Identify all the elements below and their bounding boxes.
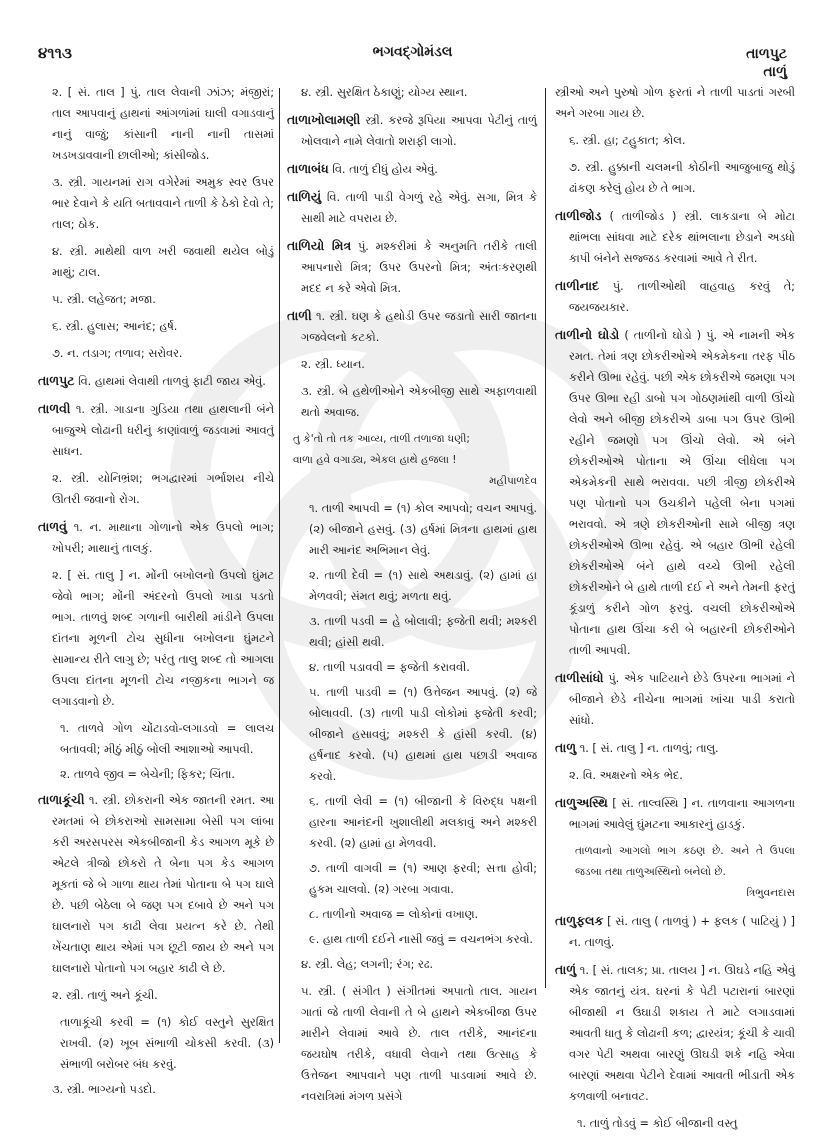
definition-text: પું. મશ્કરીમાં કે અનુમતિ તરીકે તાલી આપનારો મિત્ર; ઉપર ઉપરનો મિત્ર; અંતઃકરણથી મદદ ન કરે એવો મિત્ર. — [301, 240, 537, 295]
dictionary-entry — [555, 667, 795, 731]
definition-text: ૧. સ્ત્રી. ગાડાના ગુડિયા તથા હાથલાની બંને બાજુએ લોઢાની ધરીનું કાણાંવાળું જડવામાં આવતું સાધન. — [52, 403, 274, 458]
sense-definition: ૩. સ્ત્રી. ભાગ્યનો પડદો. — [52, 1083, 156, 1096]
dictionary-entry — [287, 158, 537, 180]
dictionary-entry — [555, 792, 795, 835]
headword: તાળીજોડ — [555, 208, 602, 223]
headword: તાળાખોલામણી — [287, 112, 361, 127]
quotation — [287, 429, 537, 471]
headword: તાળાબંધ — [287, 161, 329, 176]
headword: તાળીનાદ — [555, 278, 600, 293]
definition-text: ( તાળીજોડ ) સ્ત્રી. લાકડાના બે મોટા થાંભલા સાંધવા માટે દરેક થાંભલાના છેડાને અડધો કાપી બંનેને સજ્જડ કરવામાં આવે તે રીત. — [569, 210, 795, 265]
definition-text: [ સં. તાલ્વસ્થિ ] ન. તાળવાના આગળના ભાગમાં આવેલું ઘુંમટના આકારનું હાડકું. — [569, 797, 795, 831]
sense-definition: ૪. સ્ત્રી. લેહ; લગની; રંગ; રઢ. — [301, 958, 434, 971]
dictionary-entry — [38, 789, 274, 979]
definition-text: વિ. તાળું દીધું હોય એવું. — [328, 163, 438, 176]
sense-definition: ૭. સ્ત્રી. હુક્કાની ચલમની કોઠીની આજુબાજુ થોડું ઢાંકણ કરેલું હોય છે તે ભાગ. — [569, 161, 795, 195]
dictionary-entry — [38, 516, 274, 559]
sense-definition: ૫. સ્ત્રી. લહેજત; મજા. — [52, 293, 156, 306]
definition-text: વિ. તાળી પાડી વેગળું રહે એવું. સગા, મિત્ર કે સાથી માટે વપરાય છે. — [301, 191, 537, 225]
idiom-definition: ૧. તાળવે ગોળ ચોંટાડવો-લગાડવો = લાલચ બતાવવી; મીઠું મીઠું બોલી આશાઓ આપવી. — [60, 722, 274, 756]
headword: તાળુ — [555, 740, 577, 755]
idiom-definition: ૩. તાળી પડવી = હે બોલાવી; ફજેતી થવી; મશ્કરી થવી; હાંસી થવી. — [309, 615, 537, 649]
sense-definition: ૫. સ્ત્રી. ( સંગીત ) સંગીતમાં અપાતો તાલ. ગાયન ગાતાં જે તાળી લેવાની તે બે હાથને એકબીજા ઉપર મારીને લેવામાં આવે છે. તાલ તરીકે, આનંદના જયઘોષ તરીકે, વધાવી લેવાને તથા ઉત્સાહ કે ઉત્તેજન આપવાને પણ તાળી પાડવામાં આવે છે. નવરાત્રિમાં મંગળ પ્રસંગે — [301, 985, 537, 1103]
idiom-definition: ૫. તાળી પાડવી = (૧) ઉત્તેજન આપવું. (૨) જે બોલાવવી. (૩) તાળી પાડી લોકોમાં ફજેતી કરવી; બીજાને હસાવવું; મશ્કરી કે હાંસી કરવી. (૪) હર્ષનાદ કરવો. (૫) હાથમાં હાથ પછાડી અવાજ કરવો. — [309, 686, 537, 783]
idiom-definition: તાળાકૂંચી કરવી = (૧) કોઈ વસ્તુને સુરક્ષિત રાખવી. (૨) ખૂબ સંભાળી ચોકસી કરવી. (૩) સંભાળી બરોબર બંધ કરવું. — [60, 1016, 274, 1071]
dictionary-entry — [287, 305, 537, 348]
book-title: ભગવદ્ગોમંડલ — [372, 44, 453, 60]
citation-author: ત્રિભુવનદાસ — [746, 887, 795, 899]
continued-text: સ્ત્રીઓ અને પુરુષો ગોળ ફરતાં ને તાળી પાડતાં ગરબી અને ગરબા ગાય છે. — [555, 86, 795, 120]
page-header — [0, 0, 825, 80]
definition-text: ૧. ન. માથાના ગોળાનો એક ઉપલો ભાગ; ખોપરી; માથાનું તાલકું. — [52, 521, 274, 555]
page-number: ૪૧૧૩ — [38, 44, 72, 62]
sense-definition: ૪. સ્ત્રી. માથેથી વાળ ખરી જવાથી થયેલ બોડું માથું; ટાલ. — [52, 245, 274, 279]
sense-definition: ૨. [ સં. તાલુ ] ન. મોંની બખોલનો ઉપલો ઘુંમટ જેવો ભાગ; મોંની અંદરનો ઉપલો ખાડા પડતો ભાગ. તાળવું શબ્દ ગળાની બારીથી માંડીને ઉપલા દાંતના મૂળની ટોચ સુધીના બખોલના ઘુંમટને સામાન્ય રીતે લાગુ છે; પરંતુ તાલુ શબ્દ તો આગલા ઉપલા દાંતના મૂળની ટોચ નજીકના ભાગને જ લગાડવાનો છે. — [52, 569, 274, 708]
column-1 — [38, 82, 274, 1106]
dictionary-entry — [555, 324, 795, 661]
dictionary-entry — [555, 205, 795, 269]
idiom-definition: ૬. તાળી લેવી = (૧) બીજાની કે વિરુદ્ધ પક્ષની હારના આનંદની ખુશાલીથી મલકાવું અને મશ્કરી કરવી. (૨) હામાં હા મેળવવી. — [309, 795, 537, 850]
usage-note: તાળવાનો આગલો ભાગ કઠણ છે. અને તે ઉપલા જડબા તથા તાળુઅસ્થિનો બનેલો છે. — [575, 845, 795, 878]
dictionary-entry — [287, 235, 537, 299]
idiom-definition: ૧. તાળું તોડવું = કોઈ બીજાની વસ્તુ — [577, 1117, 738, 1130]
definition-text: ૧. સ્ત્રી. છોકરાની એક જાતની રમત. આ રમતમાં બે છોકરાઓ સામસામા બેસી પગ લાંબા કરી અરસપરસ એકબીજાની કેડ આગળ મૂકે છે એટલે ત્રીજો છોકરો તે બેના પગ કેડ આગળ મૂકતાં જે બે ગાળા થાય તેમાં પોતાના બે પગ ઘાલે છે. પછી બેઠેલા બે જણ પગ દબાવે છે અને પગ ઘાલનારો પગ કાઢી લેવા પ્રયત્ન કરે છે. તેથી ખેંચતાણ થાય એમાં પગ છૂટી જાય છે અને પગ ઘાલનારો પોતાનો પગ બહાર કાઢી લે છે. — [52, 794, 274, 975]
definition-text: વિ. હાથમાં લેવાથી તાળવું ફાટી જાય એવું. — [74, 375, 266, 388]
column-3 — [555, 82, 795, 1138]
definition-text: ૧. [ સં. તાલક; પ્રા. તાલય ] ન. ઊઘડે નહિ એવું એક જાતનું યંત્ર. ઘરનાં કે પેટી પટારાનાં બારણાં બીજાથી ન ઉઘાડી શકાય તે માટે લગાડવામાં આવતી ધાતુ કે લોઢાની કળ; દ્વારયંત્ર; કૂંચી કે ચાવી વગર પેટી અથવા બારણું ઊઘડી શકે નહિ એવા બારણાં અથવા પેટીને દેવામાં આવતી ભીડાતી એક કળવાળી બનાવટ. — [569, 964, 795, 1103]
guide-word-last: તાળું — [763, 64, 787, 80]
idiom-definition: ૪. તાળી પડાવવી = ફજેતી કરાવવી. — [309, 661, 470, 674]
sense-definition: ૬. સ્ત્રી. હા; ટહુકાત; કોલ. — [569, 134, 686, 147]
dictionary-entry — [555, 275, 795, 318]
guide-word-first: તાળપુટ — [746, 46, 787, 62]
definition-text: ( તાળીનો ઘોડો ) પું. એ નામની એક રમત. તેમાં ત્રણ છોકરીઓએ એકમેકના તરફ પીઠ કરીને ઊભા રહેવું. પછી એક છોકરીએ જમણા પગ ઉપર ઊભા રહી ડાબો પગ ગોઠણમાંથી વાળી ઊંચો લેવો અને બીજી છોકરીએ ડાબા પગ ઉપર ઊભી રહીને જમણો પગ ઊંચો લેવો. એ બંને છોકરીઓએ પોતાના એ ઊંચા લીધેલા પગ એકમેકની સાથે ભરાવવા. પછી ત્રીજી છોકરીએ પણ પોતાનો પગ ઉચકીને પહેલી બેના પગમાં ભરાવવો. એ ત્રણે છોકરીઓની સામે બીજી ત્રણ છોકરીઓએ ઊભા રહેવું. એ બહાર ઊભી રહેલી છોકરીઓએ બંને હાથે વચ્ચે ઊભી રહેલી છોકરીઓને બે હાથે તાળી દઈ ને અને તેમની ફરતું કૂંડાળું કરીને ગોળ ફરવું. વચલી છોકરીઓએ પોતાના હાથ ઊંચા કરી બે બહારની છોકરીઓને તાળી આપવી. — [569, 329, 795, 657]
headword: તાળુફલક — [555, 913, 604, 928]
dictionary-entry — [287, 109, 537, 152]
quotation-line: તુ કે'તો તો તક આવ્ય, તાળી તળાજા ધણી; — [293, 433, 470, 445]
headword: તાળિયું — [287, 189, 322, 204]
column-divider — [545, 88, 546, 988]
idiom-definition: ૨. તાળવે જીવ = બેચેની; ફિકર; ચિંતા. — [60, 768, 236, 781]
definition-text: ૧. સ્ત્રી. ઘણ કે હથોડી ઉપર જડાતો સારી જાતના ગજવેલનો કટકો. — [301, 310, 537, 344]
headword: તાળીનો ઘોડો — [555, 327, 620, 342]
sense-definition: ૬. સ્ત્રી. હુલાસ; આનંદ; હર્ષ. — [52, 320, 178, 333]
sense-definition: ૭. ન. તડાગ; તળાવ; સરોવર. — [52, 347, 183, 360]
headword: તાળવી — [38, 401, 71, 416]
headword: તાળી — [287, 308, 312, 323]
sense-definition: ૩. સ્ત્રી. ગાયનમાં રાગ વગેરેમાં અમુક સ્વર ઉપર ભાર દેવાને કે યતિ બતાવવાને તાળી કે ઠેકો દેવો તે; તાલ; ઠોક. — [52, 176, 274, 231]
column-divider — [279, 88, 280, 1043]
definition-text: પું. એક પાટિયાને છેડે ઉપરના ભાગમાં ને બીજાને છેડે નીચેના ભાગમાં ખાંચા પાડી કરાતો સાંધો. — [569, 672, 795, 727]
dictionary-entry — [38, 370, 274, 392]
dictionary-entry — [555, 959, 795, 1107]
sense-definition: ૨. [ સં. તાલ ] પું. તાલ લેવાની ઝાંઝ; મંજીરાં; તાલ આપવાનું હાથનાં આંગળાંમાં ઘાલી વગાડવાનું નાનું વાજું; કાંસાની નાની નાની તાસમાં ખડખડાવવાની છાલીઓ; કાંસીજોડ. — [52, 86, 274, 162]
sense-definition: ૨. સ્ત્રી. ધ્યાન. — [301, 358, 365, 371]
headword: તાળિયો મિત્ર — [287, 238, 352, 253]
definition-text: સ્ત્રી. કરજે રૂપિયા આપવા પેટીનું તાળું ખોલવાને નામે લેવાતો શરાફી લાગો. — [301, 114, 537, 148]
headword: તાળુઅસ્થિ — [555, 795, 608, 810]
idiom-definition: ૯. હાથ તાળી દઈને નાસી જવું = વચનભંગ કરવો. — [309, 933, 534, 946]
idiom-definition: ૨. તાળી દેવી = (૧) સાથે અથડાવું. (૨) હામાં હા મેળવવી; સંમત થવું; મળતા થવું. — [309, 569, 537, 603]
definition-text: પું. તાળીઓથી વાહવાહ કરવું તે; જયજયકાર. — [569, 280, 795, 314]
idiom-definition: ૮. તાળીનો અવાજ = લોકોનાં વખાણ. — [309, 908, 479, 921]
sense-definition: ૨. સ્ત્રી. યોનિભ્રંશ; ભગદ્વારમાં ગર્ભાશય નીચે ઊતરી જવાનો રોગ. — [52, 472, 274, 506]
definition-text: ૧. [ સં. તાલુ ] ન. તાળવું; તાલુ. — [576, 742, 719, 755]
column-2 — [287, 82, 537, 1113]
sense-definition: ૨. સ્ત્રી. તાળું અને કૂંચી. — [52, 989, 158, 1002]
dictionary-entry — [555, 910, 795, 953]
headword: તાળવું — [38, 519, 67, 534]
sense-definition: ૩. સ્ત્રી. બે હથેળીઓને એકબીજી સાથે અફાળવાથી થતો અવાજ. — [301, 385, 537, 419]
headword: તાળીસાંધો — [555, 670, 604, 685]
headword: તાળપુટ — [38, 373, 75, 388]
dictionary-entry — [38, 398, 274, 462]
sense-definition: ૪. સ્ત્રી. સુરક્ષિત ઠેકાણું; યોગ્ય સ્થાન. — [301, 86, 468, 99]
dictionary-entry — [287, 186, 537, 229]
idiom-definition: ૧. તાળી આપવી = (૧) કોલ આપવો; વચન આપવું. (૨) બીજાને હસવું. (૩) હર્ષમાં મિત્રના હાથમાં હાથ મારી આનંદ અભિમાન લેવું. — [309, 502, 537, 557]
headword: તાળું — [555, 962, 577, 977]
definition-text: [ સં. તાલુ ( તાળવું ) + ફલક ( પાટિયું ) ] ન. તાળવું. — [569, 915, 795, 949]
dictionary-entry — [555, 737, 795, 759]
idiom-definition: ૭. તાળી વાગવી = (૧) આણ ફરવી; સત્તા હોવી; હુકમ ચાલવો. (૨) ગરબા ગવાવા. — [309, 862, 537, 896]
sense-definition: ૨. વિ. અક્ષરનો એક ભેદ. — [569, 769, 683, 782]
quotation-line: વાળા હવે વગાડ્ય, એકલ હાથે હજલા ! — [293, 454, 457, 466]
headword: તાળાકૂંચી — [38, 792, 85, 807]
citation-author: મહીપાળદેવ — [489, 475, 537, 487]
